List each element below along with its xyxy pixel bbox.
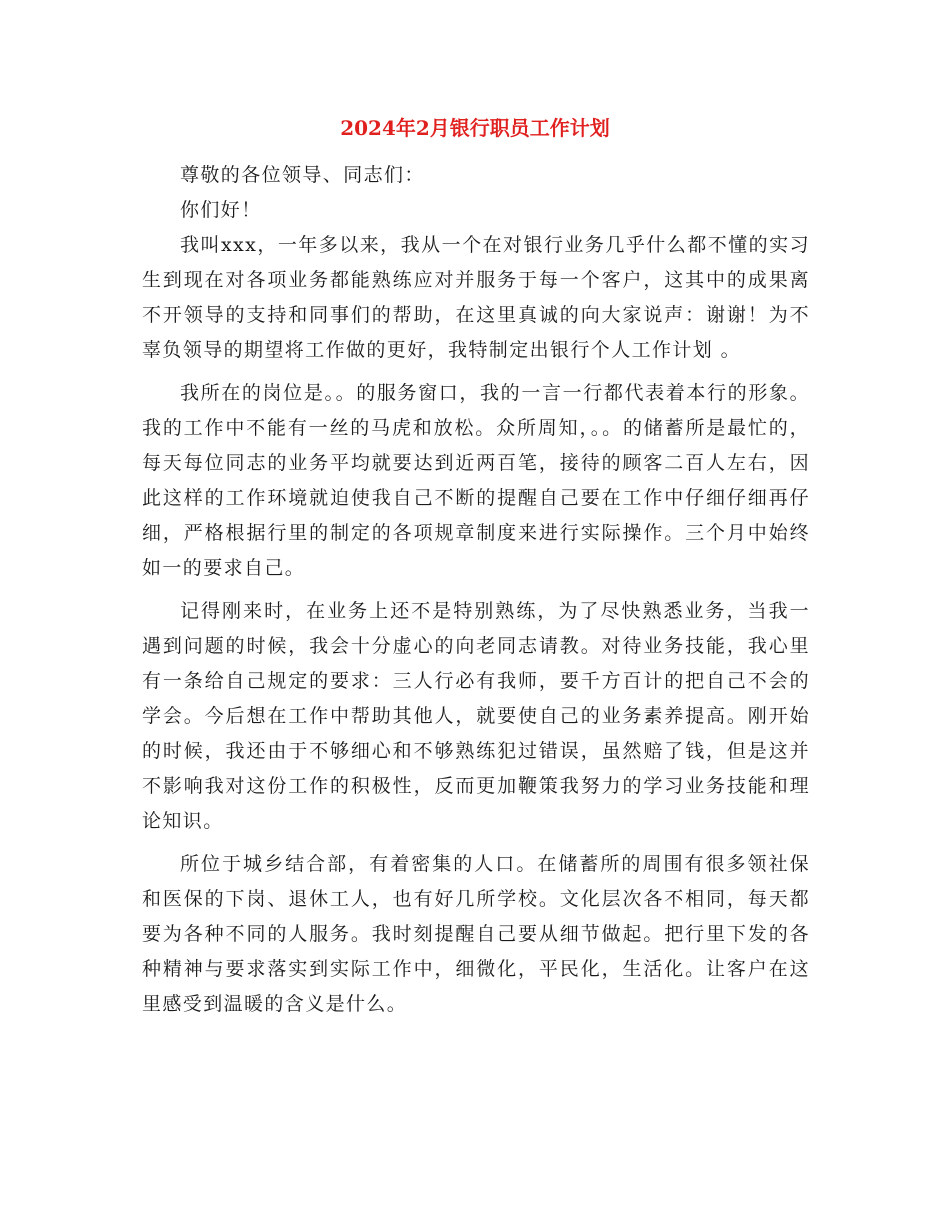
salutation-paragraph: 尊敬的各位领导、同志们： [180, 164, 425, 186]
document-title: 2024年2月银行职员工作计划 [340, 116, 610, 140]
document-body [142, 158, 810, 1022]
body-paragraph: 我所在的岗位是。。的服务窗口，我的一言一行都代表着本行的形象。我的工作中不能有一丝的马虎和放松。众所周知，。。的储蓄所是最忙的，每天每位同志的业务平均就要达到近两百笔，接待的顾客二百人左右，因此这样的工作环境就迫使我自己不断的提醒自己要在工作中仔细仔细再仔细，严格根据行里的制定的各项规章制度来进行实际操作。三个月中始终如一的要求自己。 [142, 382, 810, 579]
body-paragraph: 我叫xxx，一年多以来，我从一个在对银行业务几乎什么都不懂的实习生到现在对各项业务都能熟练应对并服务于每一个客户，这其中的成果离不开领导的支持和同事们的帮助，在这里真诚的向大家说声：谢谢！为不辜负领导的期望将工作做的更好，我特制定出银行个人工作计划 。 [142, 234, 810, 361]
body-paragraph: 记得刚来时，在业务上还不是特别熟练，为了尽快熟悉业务，当我一遇到问题的时候，我会十分虚心的向老同志请教。对待业务技能，我心里有一条给自己规定的要求：三人行必有我师，要千方百计的把自己不会的学会。今后想在工作中帮助其他人，就要使自己的业务素养提高。刚开始的时候，我还由于不够细心和不够熟练犯过错误，虽然赔了钱，但是这并不影响我对这份工作的积极性，反而更加鞭策我努力的学习业务技能和理论知识。 [142, 600, 810, 832]
greeting-paragraph: 你们好！ [180, 199, 262, 221]
body-paragraph: 所位于城乡结合部，有着密集的人口。在储蓄所的周围有很多领社保和医保的下岗、退休工人，也有好几所学校。文化层次各不相同，每天都要为各种不同的人服务。我时刻提醒自己要从细节做起。把行里下发的各种精神与要求落实到实际工作中，细微化，平民化，生活化。让客户在这里感受到温暖的含义是什么。 [142, 853, 810, 1015]
